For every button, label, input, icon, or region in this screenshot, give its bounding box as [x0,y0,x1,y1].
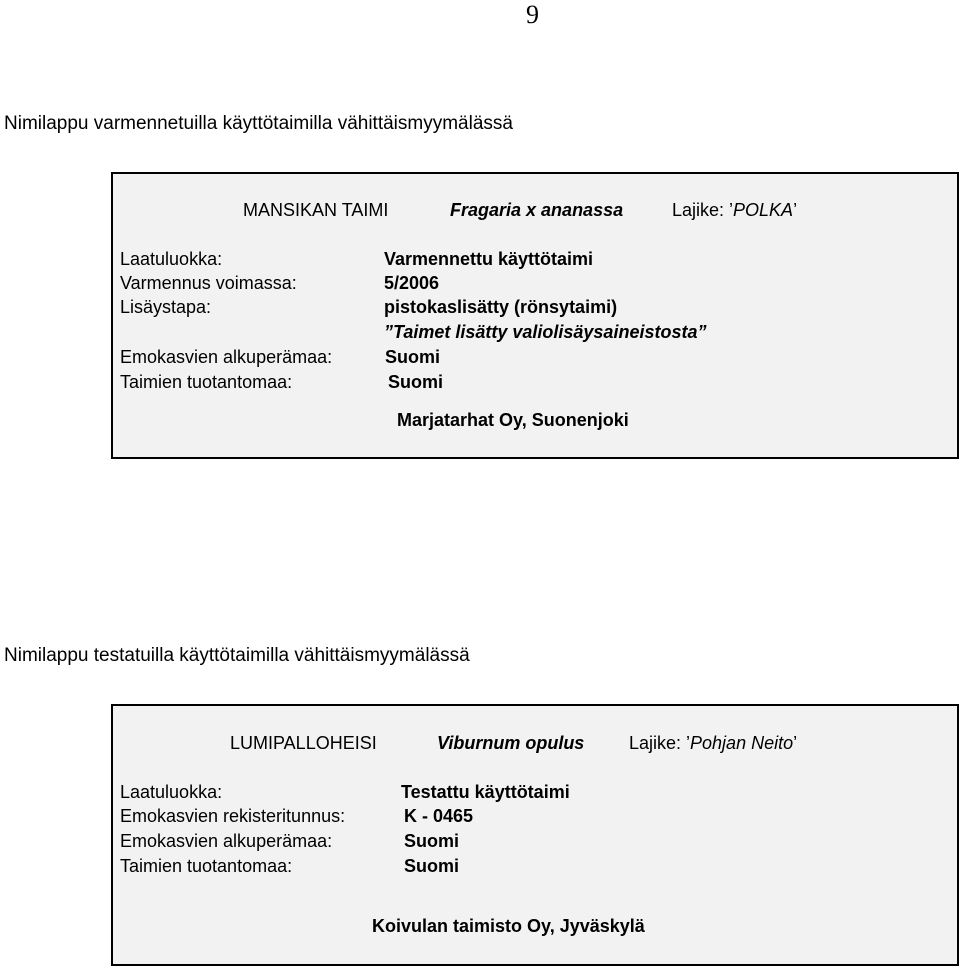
label1-variety: Lajike: ’POLKA’ [672,200,798,220]
label1-producer: Marjatarhat Oy, Suonenjoki [397,410,629,430]
label1-common-name: MANSIKAN TAIMI [243,200,389,220]
label1-mother-plant-origin-value: Suomi [385,347,441,367]
label1-heading: Nimilappu varmennetuilla käyttötaimilla vähittäismyymälässä [4,113,513,134]
label2-quality-class-value: Testattu käyttötaimi [401,782,570,802]
label1-variety-label: Lajike: [672,200,725,220]
label1-propagation-label: Lisäystapa: [120,297,212,317]
label2-heading: Nimilappu testatuilla käyttötaimilla vähittäismyymälässä [4,645,470,666]
label1-scientific-name: Fragaria x ananassa [450,200,624,220]
label2-registry-number-value: K - 0465 [404,806,474,826]
label2-production-country-value: Suomi [404,856,460,876]
label1-variety-name: POLKA [733,200,794,220]
label2-variety-name: Pohjan Neito [690,733,794,753]
label1-certification-valid-label: Varmennus voimassa: [120,273,297,293]
label2-mother-plant-origin-label: Emokasvien alkuperämaa: [120,831,333,851]
label1-mother-plant-origin-label: Emokasvien alkuperämaa: [120,347,333,367]
page-number: 9 [526,0,539,29]
label1-production-country-value: Suomi [388,372,444,392]
label1-quality-class-label: Laatuluokka: [120,249,223,269]
label2-common-name: LUMIPALLOHEISI [230,733,377,753]
label2-quality-class-label: Laatuluokka: [120,782,223,802]
label2-variety: Lajike: ’Pohjan Neito’ [629,733,798,753]
label2-variety-label: Lajike: [629,733,682,753]
label1-production-country-label: Taimien tuotantomaa: [120,372,293,392]
label1-propagation-value: pistokaslisätty (rönsytaimi) [384,297,618,317]
label1-quality-class-value: Varmennettu käyttötaimi [384,249,594,269]
label2-production-country-label: Taimien tuotantomaa: [120,856,293,876]
label2-mother-plant-origin-value: Suomi [404,831,460,851]
label1-certification-valid-value: 5/2006 [384,273,440,293]
label2-registry-number-label: Emokasvien rekisteritunnus: [120,806,346,826]
label1-propagation-note: ”Taimet lisätty valiolisäysaineistosta” [384,322,707,342]
label2-producer: Koivulan taimisto Oy, Jyväskylä [372,916,645,936]
label2-scientific-name: Viburnum opulus [437,733,585,753]
